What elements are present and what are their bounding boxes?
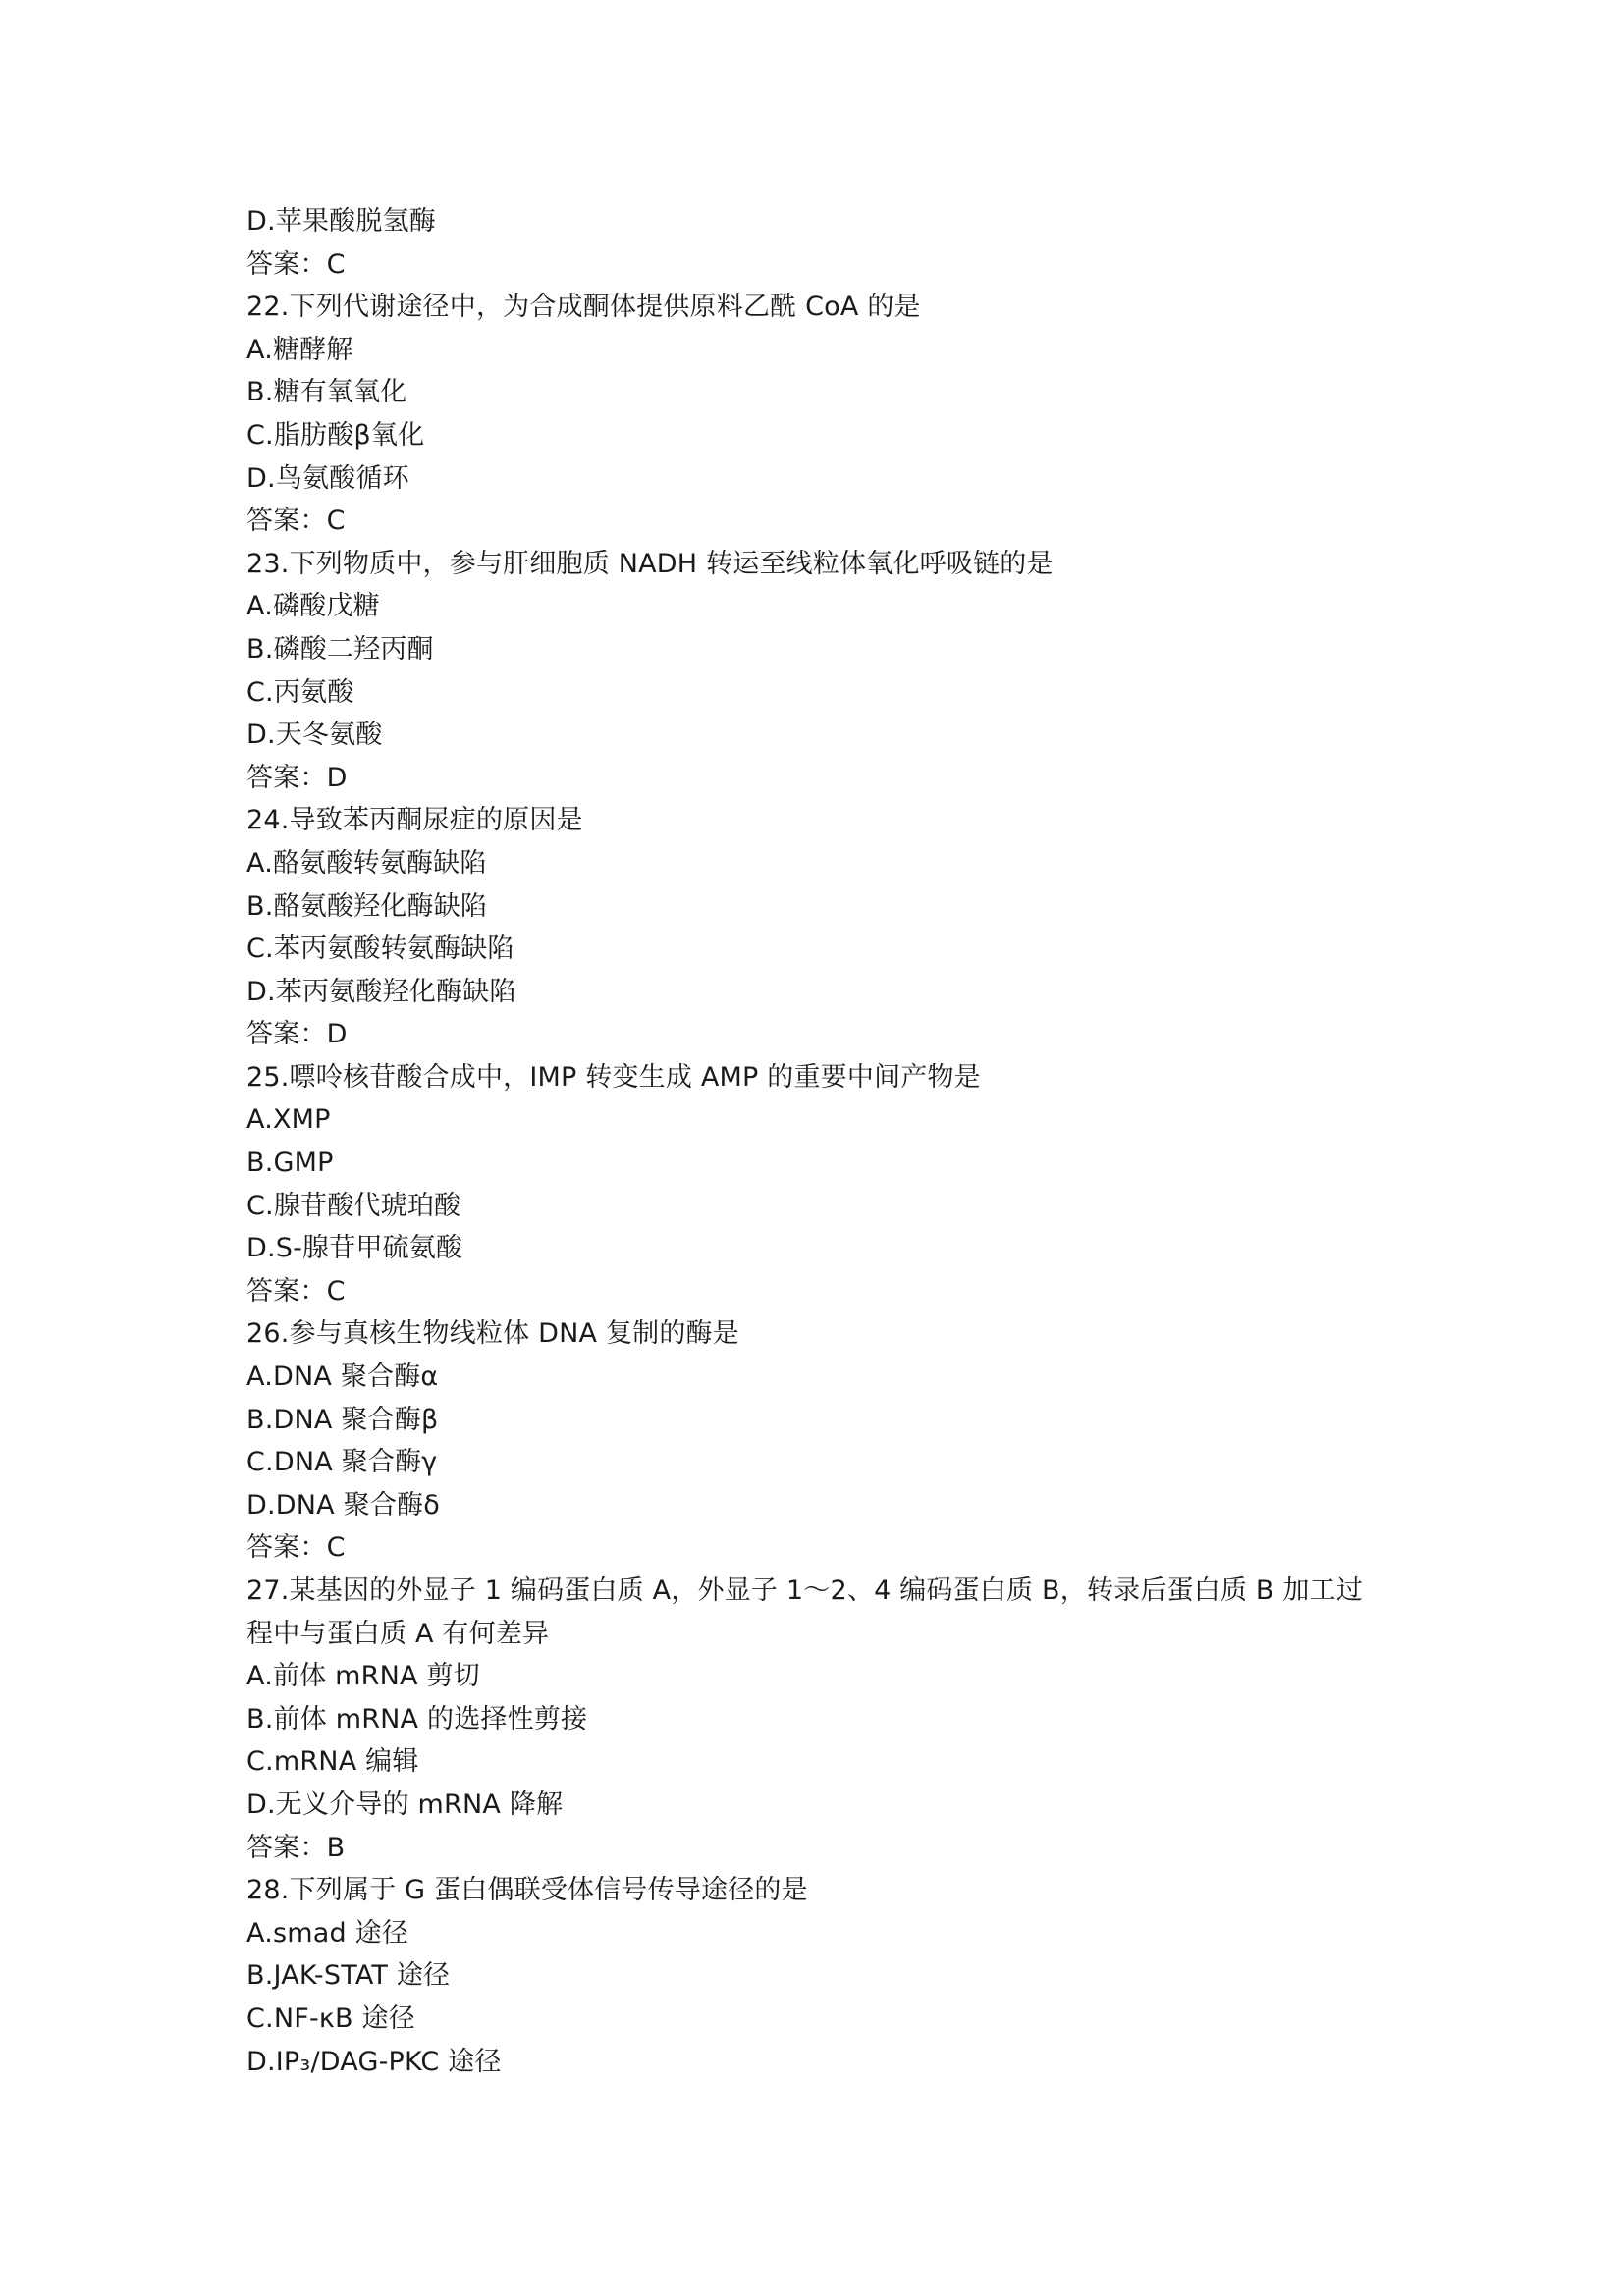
option-c-q22: C.脂肪酸β氧化 [246,419,425,451]
option-c-q24: C.苯丙氨酸转氨酶缺陷 [246,934,514,965]
answer-q23: 答案：D [246,762,348,793]
answer-q26: 答案：C [246,1532,346,1564]
option-d-q27: D.无义介导的 mRNA 降解 [246,1789,564,1820]
option-b-q23: B.磷酸二羟丙酮 [246,633,434,665]
option-a-q27: A.前体 mRNA 剪切 [246,1661,480,1692]
option-a-q22: A.糖酵解 [246,334,353,365]
answer-q22: 答案：C [246,506,346,537]
option-b-q25: B.GMP [246,1148,334,1179]
option-c-q28: C.NF-κB 途径 [246,2002,415,2034]
question-28: 28.下列属于 G 蛋白偶联受体信号传导途径的是 [246,1875,808,1906]
option-d-q22: D.鸟氨酸循环 [246,462,409,494]
answer-q21: 答案：C [246,248,346,280]
option-a-q28: A.smad 途径 [246,1917,409,1949]
option-b-q27: B.前体 mRNA 的选择性剪接 [246,1703,588,1735]
option-d-q26: D.DNA 聚合酶δ [246,1489,440,1521]
option-d-q23: D.天冬氨酸 [246,720,383,751]
option-a-q24: A.酪氨酸转氨酶缺陷 [246,847,487,879]
question-26: 26.参与真核生物线粒体 DNA 复制的酶是 [246,1318,739,1350]
question-25: 25.嘌呤核苷酸合成中，IMP 转变生成 AMP 的重要中间产物是 [246,1061,981,1093]
option-c-q26: C.DNA 聚合酶γ [246,1447,438,1478]
option-c-q25: C.腺苷酸代琥珀酸 [246,1190,461,1221]
document-page [246,200,1385,2083]
option-b-q24: B.酪氨酸羟化酶缺陷 [246,890,488,922]
question-27-line-2: 程中与蛋白质 A 有何差异 [246,1618,550,1649]
answer-q25: 答案：C [246,1275,346,1307]
question-22: 22.下列代谢途径中，为合成酮体提供原料乙酰 CoA 的是 [246,292,921,323]
option-d-q24: D.苯丙氨酸羟化酶缺陷 [246,976,516,1007]
option-b-q22: B.糖有氧氧化 [246,377,407,408]
option-c-q27: C.mRNA 编辑 [246,1746,419,1778]
answer-q24: 答案：D [246,1019,348,1050]
question-23: 23.下列物质中，参与肝细胞质 NADH 转运至线粒体氧化呼吸链的是 [246,548,1054,579]
option-c-q23: C.丙氨酸 [246,676,354,708]
option-b-q26: B.DNA 聚合酶β [246,1404,439,1435]
answer-q27: 答案：B [246,1832,346,1863]
option-d-q21: D.苹果酸脱氢酶 [246,206,436,237]
option-d-q28: D.IP₃/DAG-PKC 途径 [246,2046,502,2077]
option-a-q23: A.磷酸戊糖 [246,591,380,622]
question-24: 24.导致苯丙酮尿症的原因是 [246,805,583,836]
option-d-q25: D.S-腺苷甲硫氨酸 [246,1233,463,1264]
option-a-q26: A.DNA 聚合酶α [246,1362,439,1393]
question-27-line-1: 27.某基因的外显子 1 编码蛋白质 A，外显子 1～2、4 编码蛋白质 B，转录后蛋白质 B 加工过 [246,1575,1364,1606]
option-a-q25: A.XMP [246,1104,331,1136]
option-b-q28: B.JAK-STAT 途径 [246,1960,451,1992]
